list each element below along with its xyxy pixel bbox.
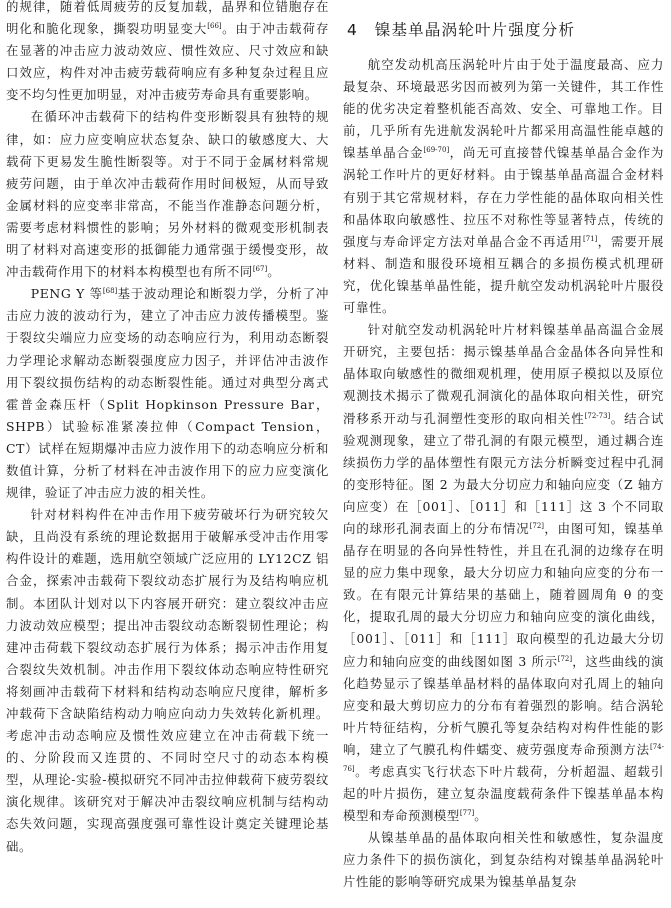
citation-66: [66] <box>207 21 222 30</box>
citation-68: [68] <box>102 287 118 296</box>
citation-77: [77] <box>459 809 475 818</box>
citation-74-76: [74-76] <box>343 742 664 773</box>
citation-71: [71] <box>582 234 598 243</box>
paragraph-3: PENG Y 等[68]基于波动理论和断裂力学，分析了冲击应力波的波动行为，建立了冲击应力波传播模型。鉴于裂纹尖端应力应变场的动态响应行为，利用动态断裂力学理论求解动态断裂强度应力因子，并评估冲击波作用下裂纹损伤结构的动态断裂性能。通过对典型分离式霍普金森压杆（Split Hopkinson Pressure Bar，SHPB）试验标准紧凑拉伸（Compact Tension，CT）试样在短期爆冲击应力波作用下的动态响应分析和数值计算，分析了材料在冲击波作用下的应力应变演化规律，验证了冲击应力波的相关性。 <box>6 286 329 501</box>
paragraph-4: 针对材料构件在冲击作用下疲劳破坏行为研究较欠缺，且尚没有系统的理论数据用于破解承受冲击作用零构件设计的难题，选用航空领域广泛应用的 LY12CZ 铝合金，探索冲击载荷下裂纹动态扩展行为及结构响应机制。本团队计划对以下内容展开研究：建立裂纹冲击应力波动效应模型；提出冲击裂纹动态断裂韧性理论；构建冲击荷载下裂纹动态扩展行为体系；揭示冲击作用复合裂纹失效机制。冲击作用下裂纹体动态响应特性研究将刻画冲击载荷下材料和结构动态响应尺度律，解析多冲载荷下含缺陷结构动力响应向动力失效转化新机理。考虑冲击动态响应及惯性效应建立在冲击荷载下统一的、分阶段而又连贯的、不同时空尺寸的动态本构模型，从理论-实验-模拟研究不同冲击拉伸载荷下疲劳裂纹演化规律。该研究对于解决冲击裂纹响应机制与结构动态失效问题，实现高强度强可靠性设计奠定关键理论基础。 <box>6 507 329 854</box>
citation-67: [67] <box>252 265 268 273</box>
paragraph-2: 在循环冲击载荷下的结构件变形断裂具有独特的规律，如：应力应变响应状态复杂、缺口的敏感度大、大载荷下更易发生脆性断裂等。对于不同于金属材料常规疲劳问题，由于单次冲击载荷作用时间极短，从而导致金属材料的应变率非常高，不能当作准静态问题分析，需要考虑材料惯性的影响；另外材料的微观变形机制表明了材料对高速变形的抵御能力通常强于缓慢变形，故冲击载荷作用下的材料本构模型也有所不同[67]。 <box>6 109 329 280</box>
citation-72-b: [72] <box>557 654 573 663</box>
paragraph-1: 的规律，随着低周疲劳的反复加载，晶界和位错胞存在明化和脆化现象，撕裂功明显变大[66]。由于冲击载荷存在显著的冲击应力波动效应、惯性效应、尺寸效应和缺口效应，构件对冲击疲劳载荷响应有多种复杂过程且应变不均匀性更加明显，对冲击疲劳寿命具有重要影响。 <box>6 0 329 103</box>
citation-72-73: [72-73] <box>584 411 611 420</box>
left-text-column <box>6 0 329 858</box>
paragraph-6: 针对航空发动机涡轮叶片材料镍基单晶高温合金展开研究，主要包括：揭示镍基单晶合金晶体各向异性和晶体取向敏感性的微细观机理，使用原子模拟以及原位观测技术揭示了微观孔洞演化的晶体取向相关性，研究滑移系开动与孔洞塑性变形的取向相关性[72-73]。结合试验观测现象，建立了带孔洞的有限元模型，通过耦合连续损伤力学的晶体塑性有限元方法分析瞬变过程中孔洞的变形特征。图 2 为最大分切应力和轴向应变（Z 轴方向应变）在［001］、［011］和［111］这 3 个不同取向的球形孔洞表面上的分布情况[72]，由图可知，镍基单晶存在明显的各向异性特性，并且在孔洞的边缘存在明显的应力集中现象，最大分切应力和轴向应变的分布一致。在有限元计算结果的基础上，随着圆周角 θ 的变化，提取孔周的最大分切应力和轴向应变的演化曲线，［001］、［011］和［111］取向模型的孔边最大分切应力和轴向应变的曲线图如图 3 所示[72]，这些曲线的演化趋势显示了镍基单晶材料的晶体取向对孔周上的轴向应变和最大剪切应力的分布有着强烈的影响。结合涡轮叶片特征结构，分析气膜孔等复杂结构对构件性能的影响，建立了气膜孔构件蠕变、疲劳强度寿命预测方法[74-76]。考虑真实飞行状态下叶片载荷，分析超温、超载引起的叶片损伤，建立复杂温度载荷条件下镍基单晶本构模型和寿命预测模型[77]。 <box>343 322 664 824</box>
section-heading: 4 镍基单晶涡轮叶片强度分析 <box>347 21 576 39</box>
paragraph-5: 航空发动机高压涡轮叶片由于处于温度最高、应力最复杂、环境最恶劣因而被列为第一关键件，其工作性能的优劣决定着整机能否高效、安全、可靠地工作。目前，几乎所有先进航发涡轮叶片都采用高温性能卓越的镍基单晶合金[69-70]，尚无可直接替代镍基单晶合金作为涡轮工作叶片的更好材料。由于镍基单晶高温合金材料有别于其它常规材料，存在力学性能的晶体取向相关性和晶体取向敏感性、拉压不对称性等显著特点，传统的强度与寿命评定方法对单晶合金不再适用[71]，需要开展材料、制造和服役环境相互耦合的多损伤模式机理研究，优化镍基单晶性能，提升航空发动机涡轮叶片服役可靠性。 <box>343 57 664 316</box>
paragraph-7: 从镍基单晶的晶体取向相关性和敏感性，复杂温度应力条件下的损伤演化，到复杂结构对镍基单晶涡轮叶片性能的影响等研究成果为镍基单晶复杂 <box>343 830 664 890</box>
citation-69-70: [69-70] <box>423 146 450 155</box>
citation-72: [72] <box>529 521 545 530</box>
right-text-column <box>343 15 664 894</box>
